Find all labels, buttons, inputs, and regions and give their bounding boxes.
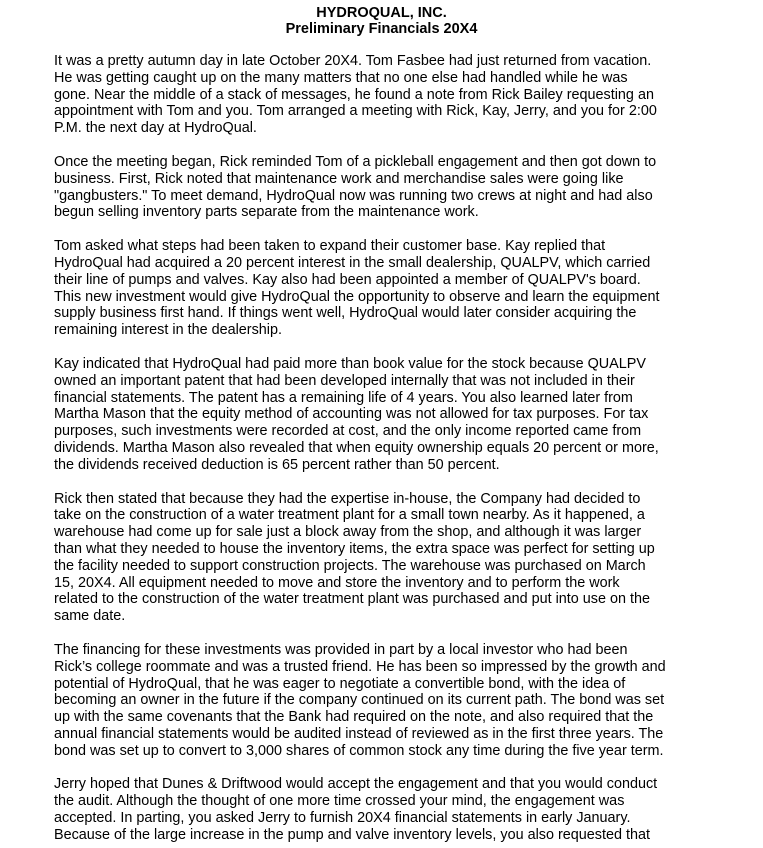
text-line: Kay indicated that HydroQual had paid more than book value for the stock because QUALPV bbox=[54, 355, 646, 372]
text-line: financial statements. The patent has a remaining life of 4 years. You also learned later from bbox=[54, 389, 633, 406]
text-line: becoming an owner in the future if the company continued on its current path. The bond was set bbox=[54, 692, 665, 709]
text-line: Tom asked what steps had been taken to expand their customer base. Kay replied that bbox=[54, 238, 606, 255]
text-line: It was a pretty autumn day in late October 20X4. Tom Fasbee had just returned from vacation. bbox=[54, 53, 652, 69]
text-line: 15, 20X4. All equipment needed to move and store the inventory and to perform the work bbox=[54, 574, 620, 591]
document-subtitle: Preliminary Financials 20X4 bbox=[285, 21, 478, 37]
text-line: related to the construction of the water treatment plant was purchased and put into use on the bbox=[54, 591, 650, 608]
text-line: potential of HydroQual, that he was eager to negotiate a convertible bond, with the idea of bbox=[54, 675, 626, 692]
text-line: supply business first hand. If things went well, HydroQual would later consider acquiring the bbox=[54, 305, 637, 322]
text-line: dividends. Martha Mason also revealed that when equity ownership equals 20 percent or more, bbox=[54, 439, 659, 456]
text-line: P.M. the next day at HydroQual. bbox=[54, 120, 257, 137]
text-line: appointment with Tom and you. Tom arranged a meeting with Rick, Kay, Jerry, and you for 2:00 bbox=[54, 103, 657, 120]
document-body bbox=[54, 53, 682, 848]
paragraph-4 bbox=[54, 356, 682, 474]
text-line: He was getting caught up on the many matters that no one else had handled while he was bbox=[54, 69, 628, 86]
text-line: accepted. In parting, you asked Jerry to furnish 20X4 financial statements in early January. bbox=[54, 810, 631, 827]
text-line: Because of the large increase in the pump and valve inventory levels, you also requested that bbox=[54, 826, 650, 843]
text-line: Martha Mason that the equity method of accounting was not allowed for tax purposes. For tax bbox=[54, 406, 649, 423]
text-line: Once the meeting began, Rick reminded Tom of a pickleball engagement and then got down to bbox=[54, 153, 657, 170]
document-header bbox=[0, 5, 763, 37]
text-line: their line of pumps and valves. Kay also had been appointed a member of QUALPV's board. bbox=[54, 271, 641, 288]
text-line: same date. bbox=[54, 608, 126, 625]
text-line: "gangbusters." To meet demand, HydroQual now was running two crews at night and had also bbox=[54, 187, 653, 204]
text-line: bond was set up to convert to 3,000 shares of common stock any time during the five year term. bbox=[54, 742, 664, 759]
paragraph-5 bbox=[54, 491, 682, 625]
text-line: begun selling inventory parts separate from the maintenance work. bbox=[54, 204, 479, 221]
text-line: warehouse had come up for sale just a block away from the shop, and although it was larger bbox=[54, 524, 642, 541]
text-line: Rick then stated that because they had the expertise in-house, the Company had decided to bbox=[54, 490, 641, 507]
text-line: Rick’s college roommate and was a trusted friend. He has been so impressed by the growth and bbox=[54, 658, 666, 675]
text-line: This new investment would give HydroQual the opportunity to observe and learn the equipment bbox=[54, 288, 660, 305]
text-line: the dividends received deduction is 65 percent rather than 50 percent. bbox=[54, 456, 500, 473]
text-line: up with the same covenants that the Bank had required on the note, and also required that the bbox=[54, 709, 654, 726]
text-line: annual financial statements would be audited instead of reviewed as in the first three years. The bbox=[54, 725, 664, 742]
text-line: take on the construction of a water treatment plant for a small town nearby. As it happened, a bbox=[54, 507, 645, 524]
paragraph-3 bbox=[54, 238, 682, 339]
text-line: the audit. Although the thought of one more time crossed your mind, the engagement was bbox=[54, 793, 625, 810]
paragraph-6 bbox=[54, 642, 682, 760]
text-line: the facility needed to support construction projects. The warehouse was purchased on March bbox=[54, 557, 646, 574]
paragraph-1 bbox=[54, 53, 682, 137]
text-line: remaining interest in the dealership. bbox=[54, 322, 282, 339]
text-line: Jerry hoped that Dunes & Driftwood would accept the engagement and that you would conduct bbox=[54, 776, 658, 793]
text-line: The financing for these investments was provided in part by a local investor who had been bbox=[54, 641, 628, 658]
text-line: purposes, such investments were recorded at cost, and the only income reported came from bbox=[54, 423, 642, 440]
text-line: than what they needed to house the inventory items, the extra space was perfect for setting up bbox=[54, 540, 655, 557]
paragraph-7 bbox=[54, 776, 682, 843]
text-line: business. First, Rick noted that maintenance work and merchandise sales were going like bbox=[54, 170, 624, 187]
paragraph-2 bbox=[54, 154, 682, 221]
text-line: owned an important patent that had been developed internally that was not included in their bbox=[54, 372, 635, 389]
company-name: HYDROQUAL, INC. bbox=[316, 5, 447, 21]
text-line: gone. Near the middle of a stack of messages, he found a note from Rick Bailey requesting an bbox=[54, 86, 654, 103]
text-line: HydroQual had acquired a 20 percent interest in the small dealership, QUALPV, which carried bbox=[54, 254, 651, 271]
